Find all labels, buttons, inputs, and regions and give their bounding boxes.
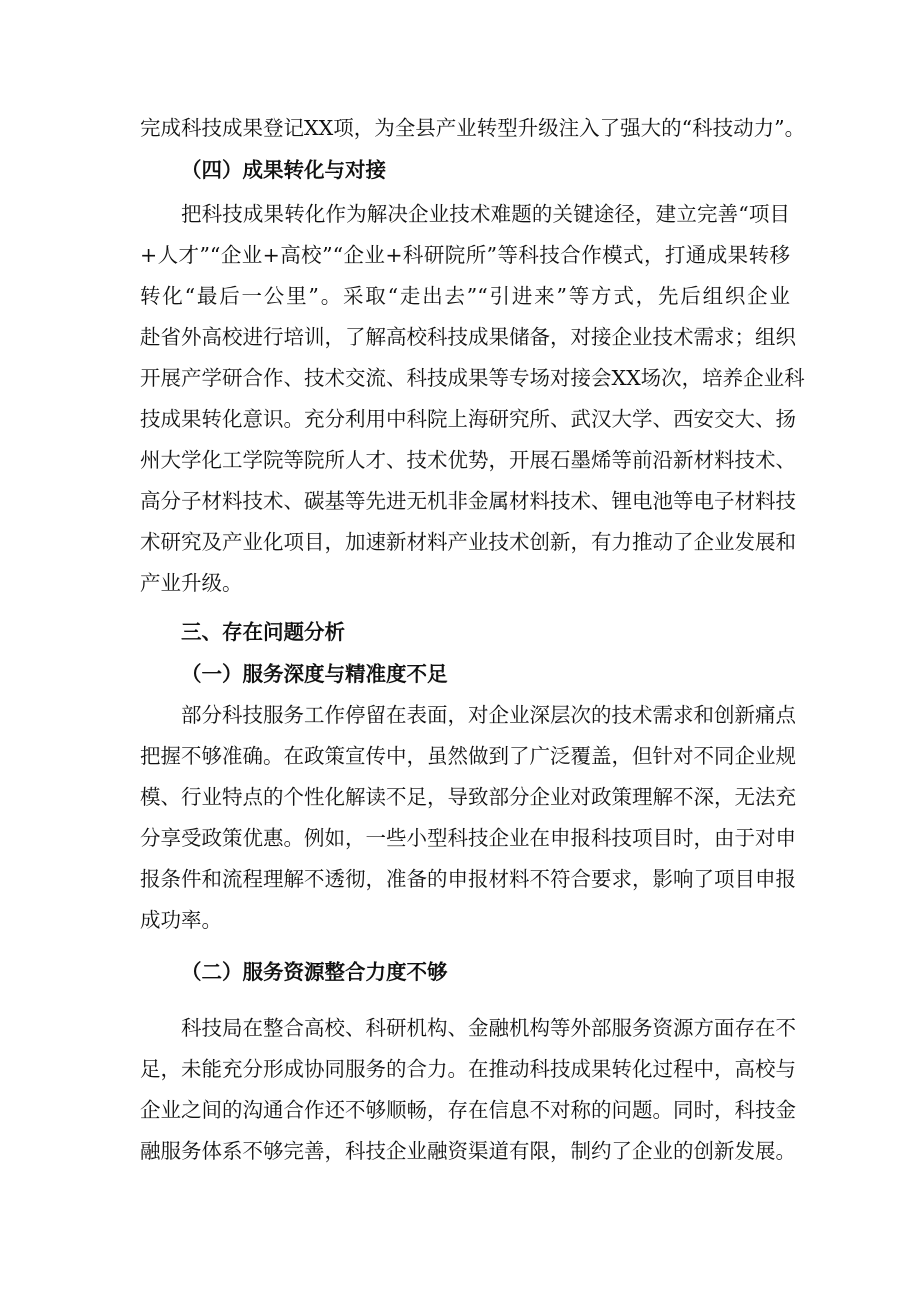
paragraph-line: 报条件和流程理解不透彻，准备的申报材料不符合要求，影响了项目申报 bbox=[140, 867, 796, 891]
paragraph-line: 术研究及产业化项目，加速新材料产业技术创新，有力推动了企业发展和 bbox=[140, 530, 796, 554]
paragraph-line: 高分子材料技术、碳基等先进无机非金属材料技术、锂电池等电子材料技 bbox=[140, 489, 796, 513]
paragraph-line: 开展产学研合作、技术交流、科技成果等专场对接会XX场次，培养企业科 bbox=[140, 366, 805, 390]
paragraph-line: 企业之间的沟通合作还不够顺畅，存在信息不对称的问题。同时，科技金 bbox=[140, 1098, 796, 1122]
intro-paragraph-line: 完成科技成果登记XX项，为全县产业转型升级注入了强大的“科技动力”。 bbox=[140, 116, 806, 140]
paragraph-line: 融服务体系不够完善，科技企业融资渠道有限，制约了企业的创新发展。 bbox=[140, 1139, 796, 1163]
section-heading: （二）服务资源整合力度不够 bbox=[181, 960, 448, 984]
paragraph-line: 州大学化工学院等院所人才、技术优势，开展石墨烯等前沿新材料技术、 bbox=[140, 448, 796, 472]
paragraph-line: 足，未能充分形成协同服务的合力。在推动科技成果转化过程中，高校与 bbox=[140, 1057, 796, 1081]
chapter-heading: 三、存在问题分析 bbox=[181, 620, 345, 644]
paragraph-line: 赴省外高校进行培训，了解高校科技成果储备，对接企业技术需求；组织 bbox=[140, 325, 796, 349]
paragraph-line: 转化“最后一公里”。采取“走出去”“引进来”等方式，先后组织企业 bbox=[140, 284, 790, 308]
paragraph-line: 分享受政策优惠。例如，一些小型科技企业在申报科技项目时，由于对申 bbox=[140, 826, 796, 850]
paragraph-line: 把科技成果转化作为解决企业技术难题的关键途径，建立完善“项目 bbox=[181, 202, 790, 226]
section-heading: （四）成果转化与对接 bbox=[181, 158, 386, 182]
paragraph-line: +人才”“企业+高校”“企业+科研院所”等科技合作模式，打通成果转移 bbox=[140, 243, 790, 267]
paragraph-line: 部分科技服务工作停留在表面，对企业深层次的技术需求和创新痛点 bbox=[181, 703, 796, 727]
paragraph-line: 技成果转化意识。充分利用中科院上海研究所、武汉大学、西安交大、扬 bbox=[140, 407, 796, 431]
paragraph-line: 把握不够准确。在政策宣传中，虽然做到了广泛覆盖，但针对不同企业规 bbox=[140, 744, 796, 768]
paragraph-line: 成功率。 bbox=[140, 908, 222, 932]
paragraph-line: 模、行业特点的个性化解读不足，导致部分企业对政策理解不深，无法充 bbox=[140, 785, 796, 809]
paragraph-line: 科技局在整合高校、科研机构、金融机构等外部服务资源方面存在不 bbox=[181, 1016, 796, 1040]
section-heading: （一）服务深度与精准度不足 bbox=[181, 662, 448, 686]
paragraph-line: 产业升级。 bbox=[140, 571, 243, 595]
